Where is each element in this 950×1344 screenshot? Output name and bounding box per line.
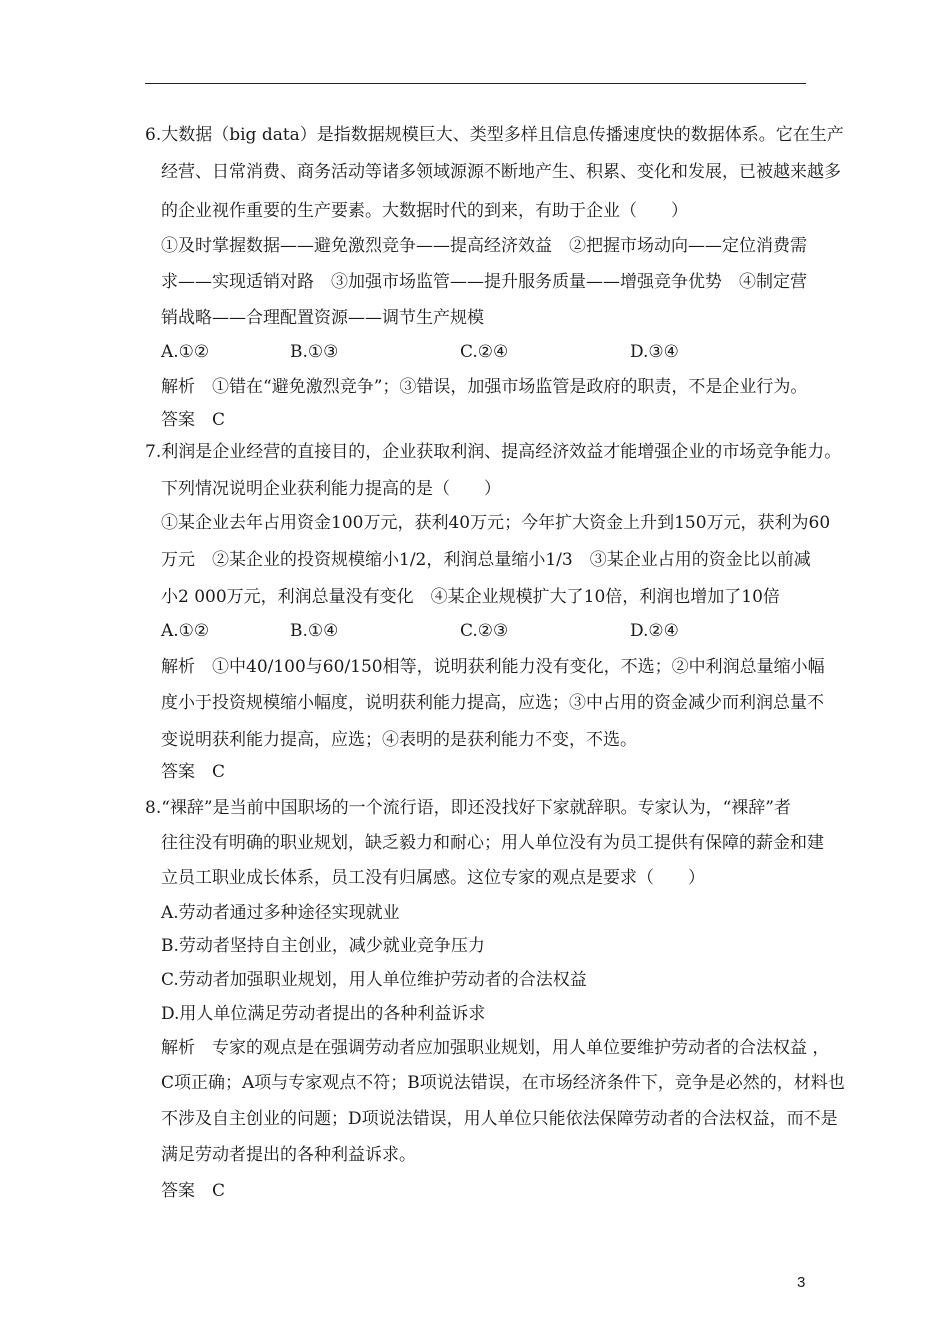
option-b: B.①④	[290, 621, 339, 641]
analysis-line: 不涉及自主创业的问题；D项说法错误，用人单位只能依法保障劳动者的合法权益，而不是	[161, 1109, 838, 1129]
option-c: C.②③	[460, 621, 509, 641]
option-a: A.①②	[161, 342, 210, 362]
analysis-line: 满足劳动者提出的各种利益诉求。	[161, 1145, 416, 1165]
question-stem-line: 8.“裸辞”是当前中国职场的一个流行语，即还没找好下家就辞职。专家认为，“裸辞”者	[145, 798, 791, 818]
option-b: B.劳动者坚持自主创业，减少就业竞争压力	[161, 936, 485, 956]
statement-line: ①及时掌握数据——避免激烈竞争——提高经济效益 ②把握市场动向——定位消费需	[161, 236, 807, 256]
question-stem-line: 经营、日常消费、商务活动等诸多领域源源不断地产生、积累、变化和发展，已被越来越多	[161, 162, 841, 182]
header-rule	[145, 83, 806, 84]
statement-line: 万元 ②某企业的投资规模缩小1/2，利润总量缩小1/3 ③某企业占用的资金比以前减	[161, 550, 811, 570]
option-c: C.②④	[460, 342, 509, 362]
statement-line: 求——实现适销对路 ③加强市场监管——提升服务质量——增强竞争优势 ④制定营	[161, 272, 807, 292]
analysis-line: 度小于投资规模缩小幅度，说明获利能力提高，应选；③中占用的资金减少而利润总量不	[161, 693, 824, 713]
analysis-line: 解析 ①错在“避免激烈竞争”；③错误，加强市场监管是政府的职责，不是企业行为。	[161, 377, 808, 397]
statement-line: 小2 000万元，利润总量没有变化 ④某企业规模扩大了10倍，利润也增加了10倍	[161, 587, 780, 607]
analysis-line: 解析 专家的观点是在强调劳动者应加强职业规划，用人单位要维护劳动者的合法权益 ，	[161, 1038, 830, 1058]
option-d: D.③④	[630, 342, 679, 362]
option-b: B.①③	[290, 342, 339, 362]
analysis-line: 解析 ①中40/100与60/150相等，说明获利能力没有变化，不选；②中利润总量缩小幅	[161, 657, 825, 677]
answer: 答案 C	[161, 410, 226, 430]
question-stem-line: 往往没有明确的职业规划，缺乏毅力和耐心；用人单位没有为员工提供有保障的薪金和建	[161, 833, 824, 853]
option-a: A.①②	[161, 621, 210, 641]
option-a: A.劳动者通过多种途径实现就业	[161, 903, 400, 923]
answer: 答案 C	[161, 1181, 226, 1201]
analysis-line: C项正确；A项与专家观点不符；B项说法错误，在市场经济条件下，竞争是必然的，材料也	[161, 1073, 845, 1093]
option-d: D.用人单位满足劳动者提出的各种利益诉求	[161, 1004, 486, 1024]
answer: 答案 C	[161, 762, 226, 782]
page-number: 3	[797, 1274, 806, 1291]
statement-line: ①某企业去年占用资金100万元，获利40万元；今年扩大资金上升到150万元，获利为60	[161, 513, 831, 533]
option-c: C.劳动者加强职业规划，用人单位维护劳动者的合法权益	[161, 970, 587, 990]
question-stem-line: 下列情况说明企业获利能力提高的是（ ）	[161, 479, 501, 499]
question-stem-line: 立员工职业成长体系，员工没有归属感。这位专家的观点是要求（ ）	[161, 868, 705, 888]
question-stem-line: 7.利润是企业经营的直接目的，企业获取利润、提高经济效益才能增强企业的市场竞争能力。	[145, 442, 842, 462]
question-stem-line: 的企业视作重要的生产要素。大数据时代的到来，有助于企业（ ）	[161, 201, 688, 221]
question-stem-line: 6.大数据（big data）是指数据规模巨大、类型多样且信息传播速度快的数据体系。它在生产	[145, 125, 844, 145]
analysis-line: 变说明获利能力提高，应选；④表明的是获利能力不变，不选。	[161, 730, 637, 750]
option-d: D.②④	[630, 621, 679, 641]
statement-line: 销战略——合理配置资源——调节生产规模	[161, 308, 484, 328]
